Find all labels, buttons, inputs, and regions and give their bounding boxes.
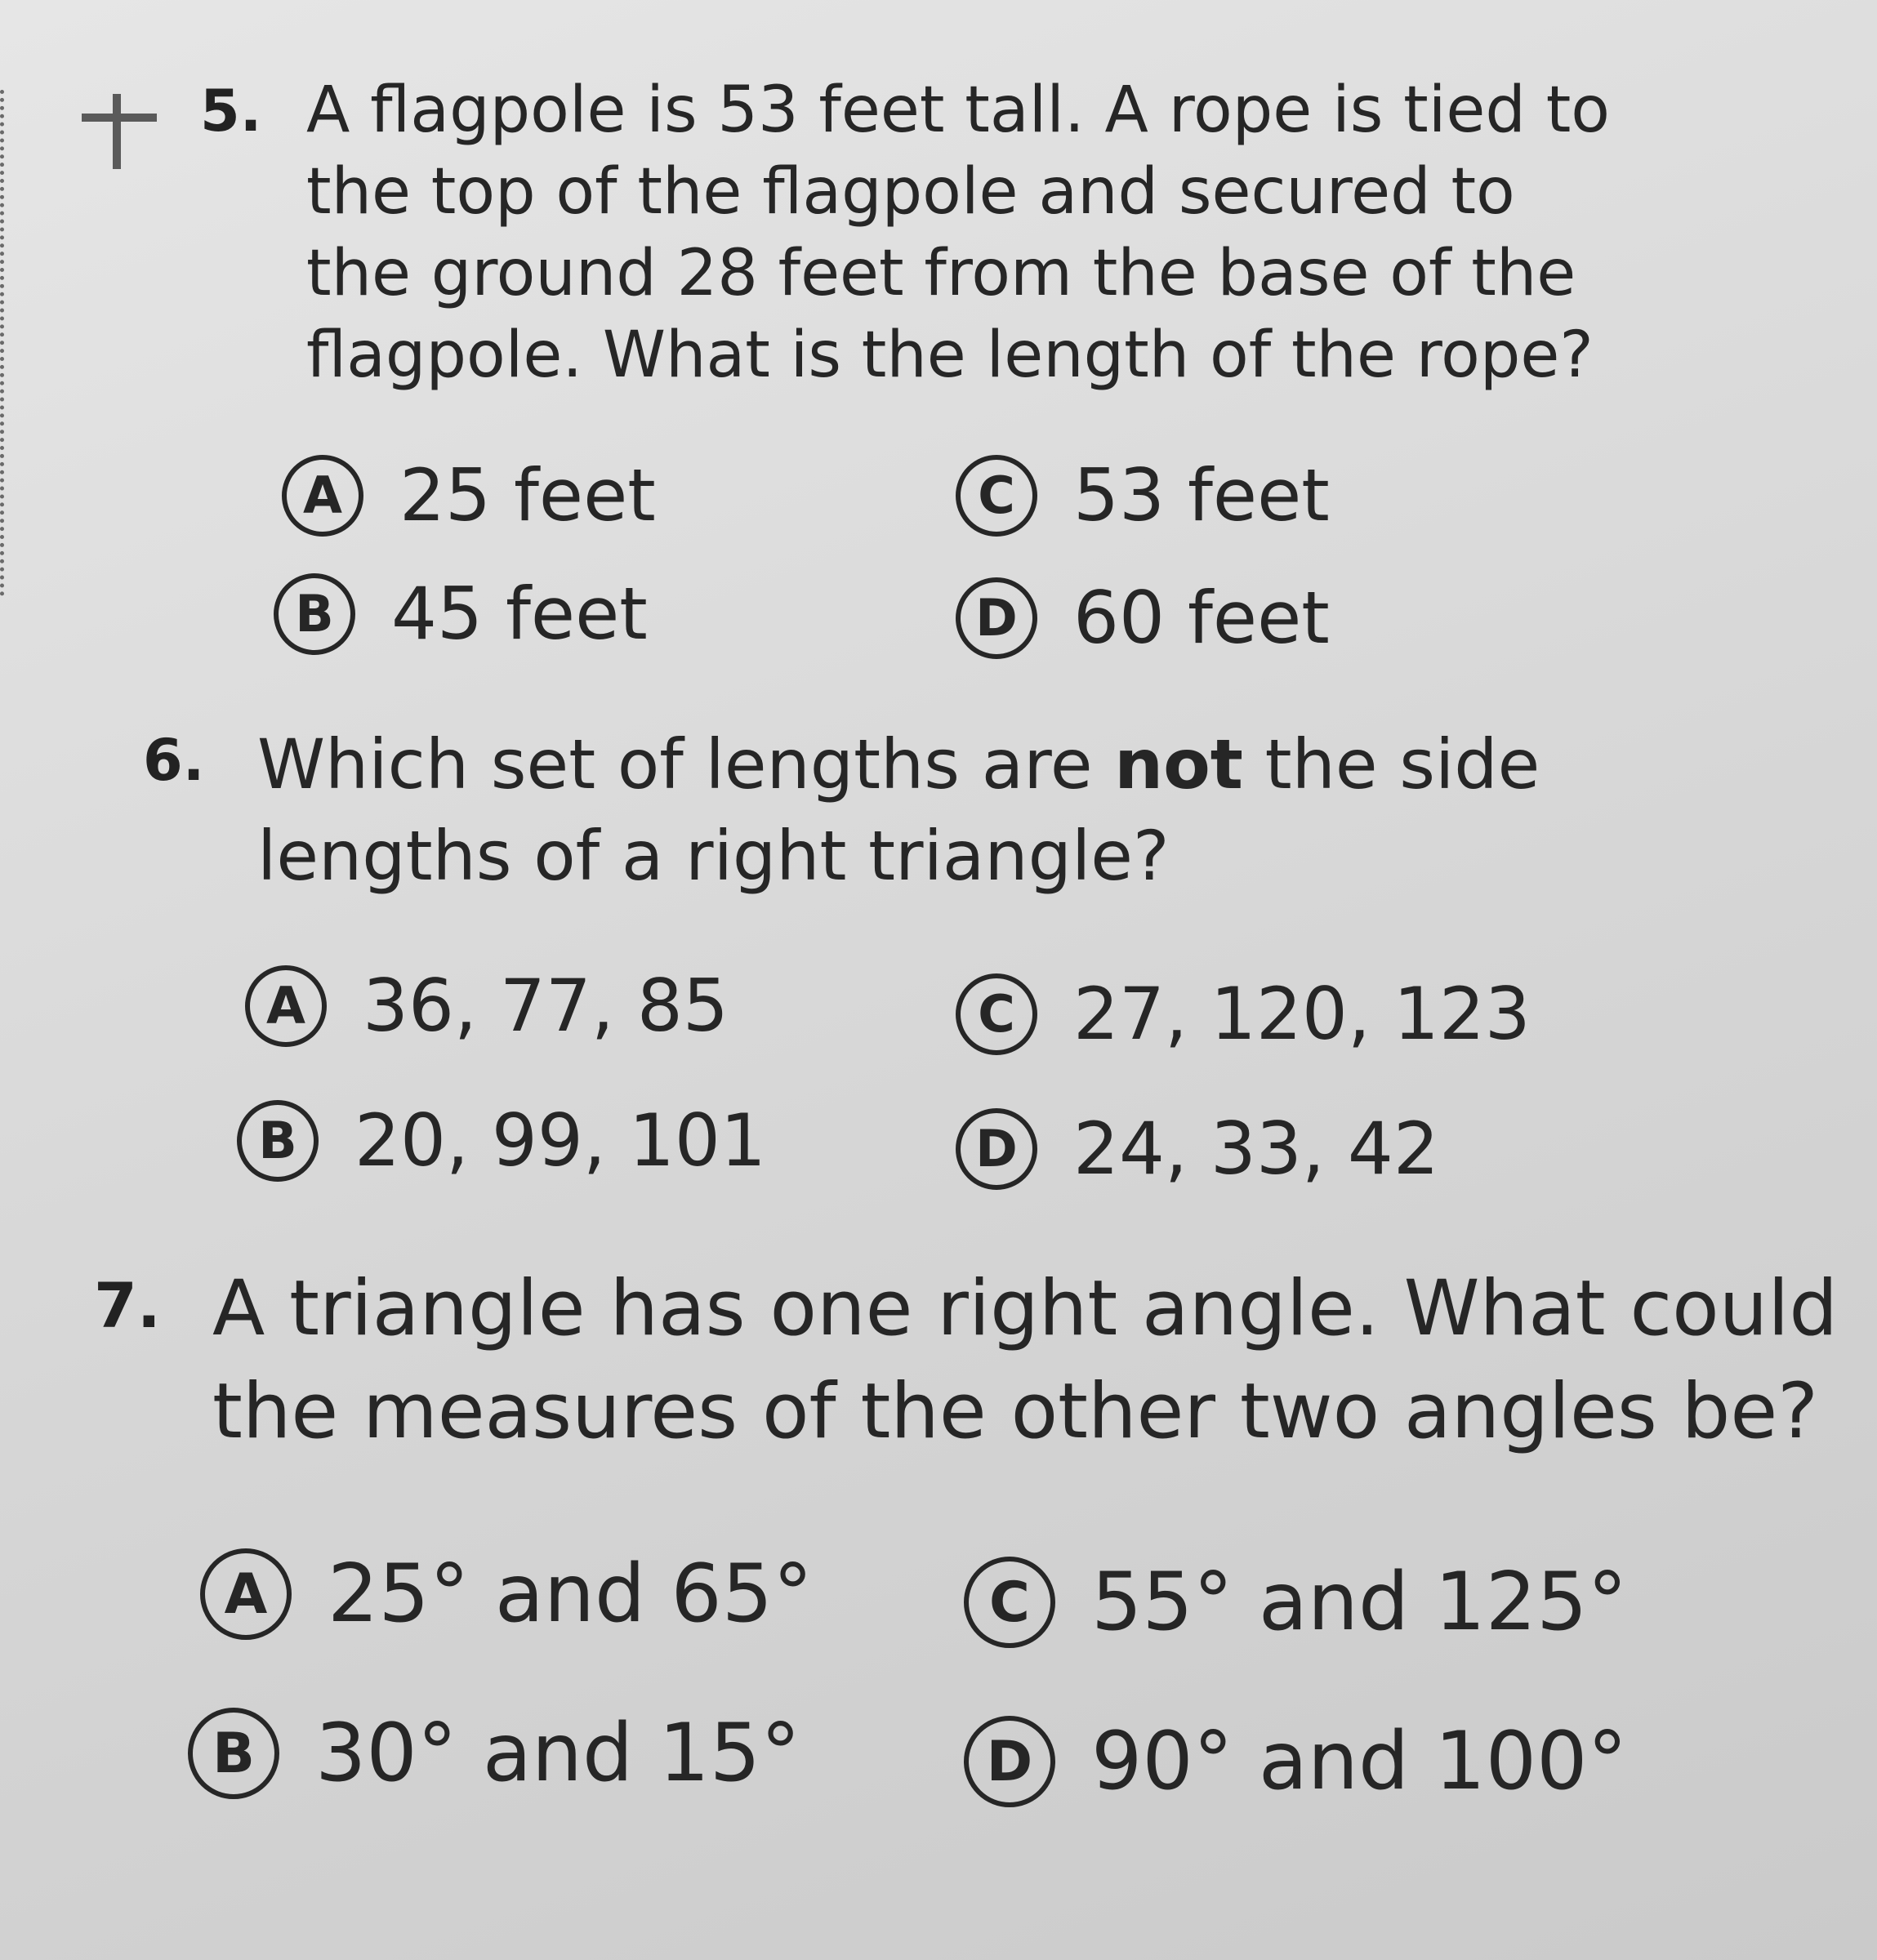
question-line: the ground 28 feet from the base of the	[306, 237, 1576, 310]
q6-option-d[interactable]	[956, 1107, 1439, 1191]
question-line: A triangle has one right angle. What could	[212, 1264, 1839, 1353]
option-letter-circle: B	[188, 1708, 279, 1799]
q6-option-b[interactable]	[237, 1098, 766, 1183]
question-number: 5.	[200, 78, 262, 145]
option-text: 24, 33, 42	[1073, 1107, 1439, 1191]
question-text	[306, 69, 1610, 396]
question-line: A flagpole is 53 feet tall. A rope is tied to	[306, 74, 1611, 147]
question-text	[257, 719, 1540, 902]
perforation-edge	[0, 90, 4, 596]
q5-option-b[interactable]	[274, 572, 648, 656]
option-letter-circle: A	[200, 1548, 292, 1640]
q7-option-b[interactable]	[188, 1707, 800, 1800]
option-letter-circle: D	[956, 1108, 1037, 1190]
question-line: flagpole. What is the length of the rope?	[306, 318, 1594, 392]
option-text: 25° and 65°	[328, 1548, 814, 1641]
q5-option-c[interactable]	[956, 453, 1330, 537]
emphasis-not: not	[1114, 724, 1243, 804]
option-letter-circle: B	[237, 1100, 319, 1182]
question-number: 6.	[143, 727, 205, 794]
question-line: the top of the flagpole and secured to	[306, 155, 1515, 229]
option-letter-circle: D	[956, 577, 1037, 659]
plus-mark-icon	[82, 94, 157, 169]
q5-option-d[interactable]	[956, 576, 1330, 660]
q7-option-a[interactable]	[200, 1548, 813, 1641]
option-text: 25 feet	[399, 453, 656, 537]
q7-option-d[interactable]	[964, 1715, 1627, 1808]
option-text: 60 feet	[1073, 576, 1330, 660]
q6-option-a[interactable]	[245, 964, 729, 1048]
option-text: 45 feet	[391, 572, 648, 656]
option-letter-circle: A	[282, 455, 363, 537]
question-number: 7.	[94, 1269, 161, 1342]
q6-option-c[interactable]	[956, 972, 1531, 1056]
option-text: 55° and 125°	[1091, 1556, 1628, 1649]
option-letter-circle: A	[245, 965, 327, 1047]
option-text: 20, 99, 101	[354, 1098, 766, 1183]
option-letter-circle: C	[956, 455, 1037, 537]
option-letter-circle: D	[964, 1716, 1055, 1807]
option-letter-circle: B	[274, 573, 355, 655]
option-text: 90° and 100°	[1091, 1715, 1628, 1808]
q5-option-a[interactable]	[282, 453, 656, 537]
q7-option-c[interactable]	[964, 1556, 1627, 1649]
option-text: 53 feet	[1073, 453, 1330, 537]
option-text: 30° and 15°	[315, 1707, 801, 1800]
question-line: lengths of a right triangle?	[257, 816, 1170, 896]
option-text: 27, 120, 123	[1073, 972, 1531, 1056]
option-text: 36, 77, 85	[363, 964, 729, 1048]
question-text	[212, 1258, 1838, 1463]
question-line: Which set of lengths are not the side	[257, 724, 1540, 804]
question-line: the measures of the other two angles be?	[212, 1367, 1819, 1456]
option-letter-circle: C	[964, 1557, 1055, 1648]
option-letter-circle: C	[956, 973, 1037, 1055]
